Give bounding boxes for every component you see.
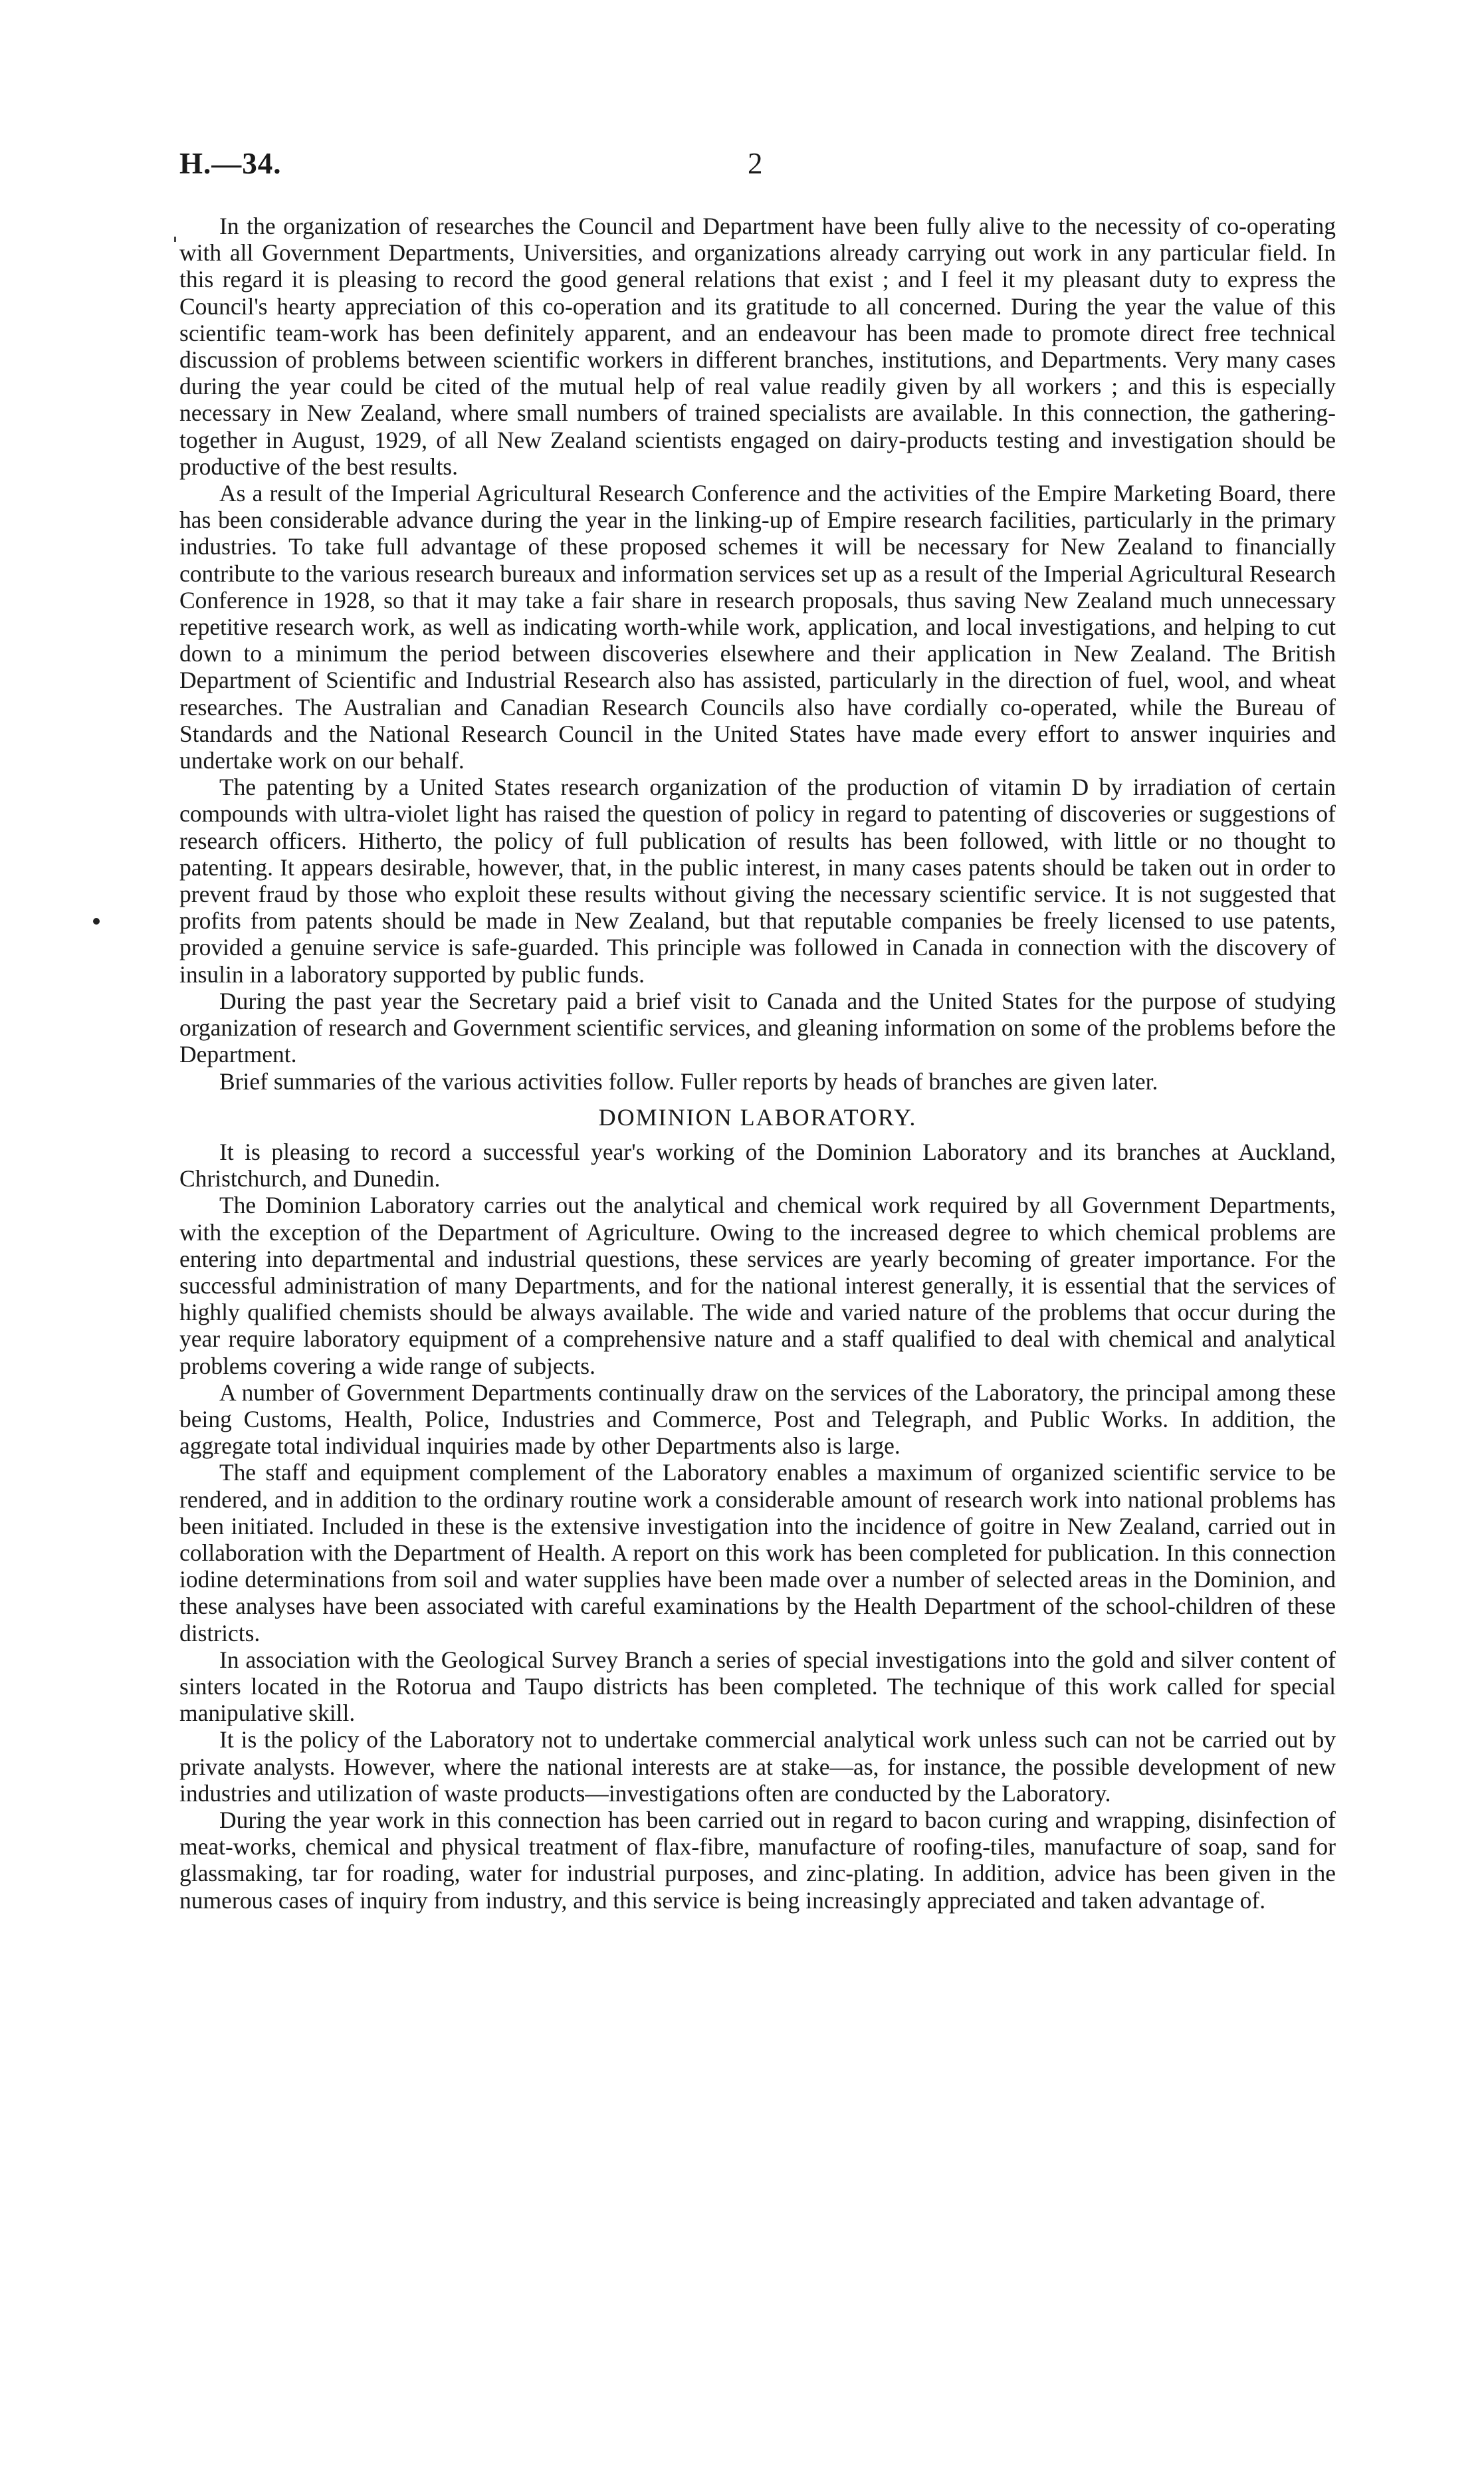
paragraph-successful-year: It is pleasing to record a successful year's working of the Dominion Laboratory and its branches at Auckland, Christchurch, and Dunedin.	[179, 1138, 1336, 1192]
paragraph-patenting: The patenting by a United States research organization of the production of vitamin D by irradiation of certain compounds with ultra-violet light has raised the question of policy in regard to patenting of discoveries or suggestions of research officers. Hitherto, the policy of full publication of results has been followed, with little or no thought to patenting. It appears desirable, however, that, in the public interest, in many cases patents should be taken out in order to prevent fraud by those who exploit these results without giving the necessary scientific service. It is not suggested that profits from patents should be made in New Zealand, but that reputable companies be freely licensed to use patents, provided a genuine service is safe-guarded. This principle was followed in Canada in connection with the discovery of insulin in a laboratory supported by public funds.	[179, 774, 1336, 988]
page-header	[179, 140, 1336, 193]
document-reference: H.—34.	[179, 147, 282, 180]
paragraph-commercial-policy: It is the policy of the Laboratory not to undertake commercial analytical work unless such can not be carried out by private analysts. However, where the national interests are at stake—as, for instance, the possible development of new industries and utilization of waste products—investigations often are conducted by the Laboratory.	[179, 1726, 1336, 1807]
section-heading-dominion-laboratory: DOMINION LABORATORY.	[598, 1103, 917, 1131]
paragraph-industrial-work: During the year work in this connection has been carried out in regard to bacon curing and wrapping, disinfection of meat-works, chemical and physical treatment of flax-fibre, manufacture of roofing-tiles, manufacture of soap, sand for glassmaking, tar for roading, water for industrial purposes, and zinc-plating. In addition, advice has been given in the numerous cases of inquiry from industry, and this service is being increasingly appreciated and taken advantage of.	[179, 1806, 1336, 1914]
paragraph-government-departments: A number of Government Departments continually draw on the services of the Laboratory, the principal among these being Customs, Health, Police, Industries and Commerce, Post and Telegraph, and Public Works. In addition, the aggregate total individual inquiries made by other Departments also is large.	[179, 1379, 1336, 1460]
paragraph-co-operation: In the organization of researches the Council and Department have been fully alive to the necessity of co-operating with all Government Departments, Universities, and organizations already carrying out work in any particular field. In this regard it is pleasing to record the good general relations that exist ; and I feel it my pleasant duty to express the Council's hearty appreciation of this co-operation and its gratitude to all concerned. During the year the value of this scientific team-work has been definitely apparent, and an endeavour has been made to promote direct free technical discussion of problems between scientific workers in different branches, institutions, and Departments. Very many cases during the year could be cited of the mutual help of real value readily given by all workers ; and this is especially necessary in New Zealand, where small numbers of trained specialists are available. In this connection, the gathering-together in August, 1929, of all New Zealand scientists engaged on dairy-products testing and investigation should be productive of the best results.	[179, 213, 1336, 480]
report-body	[179, 213, 1336, 1914]
paragraph-empire-research: As a result of the Imperial Agricultural Research Conference and the activities of the Empire Marketing Board, there has been considerable advance during the year in the linking-up of Empire research facilities, particularly in the primary industries. To take full advantage of these proposed schemes it will be necessary for New Zealand to financially contribute to the various research bureaux and information services set up as a result of the Imperial Agricultural Research Conference in 1928, so that it may take a fair share in research proposals, thus saving New Zealand much unnecessary repetitive research work, as well as indicating worth-while work, application, and local investigations, and helping to cut down to a minimum the period between discoveries elsewhere and their application in New Zealand. The British Department of Scientific and Industrial Research also has assisted, particularly in the direction of fuel, wool, and wheat researches. The Australian and Canadian Research Councils also have cordially co-operated, while the Bureau of Standards and the National Research Council in the United States have made every effort to answer inquiries and undertake work on our behalf.	[179, 480, 1336, 774]
margin-dot-mark	[93, 918, 100, 925]
paragraph-analytical-work: The Dominion Laboratory carries out the analytical and chemical work required by all Government Departments, with the exception of the Department of Agriculture. Owing to the increased degree to which chemical problems are entering into departmental and industrial questions, these services are yearly becoming of greater importance. For the successful administration of many Departments, and for the national interest generally, it is essential that the services of highly qualified chemists should be always available. The wide and varied nature of the problems that occur during the year require laboratory equipment of a comprehensive nature and a staff qualified to deal with chemical and analytical problems covering a wide range of subjects.	[179, 1192, 1336, 1379]
paragraph-geological-survey: In association with the Geological Survey Branch a series of special investigations into the gold and silver content of sinters located in the Rotorua and Taupo districts has been completed. The technique of this work called for special manipulative skill.	[179, 1646, 1336, 1727]
paragraph-staff-equipment: The staff and equipment complement of the Laboratory enables a maximum of organized scientific service to be rendered, and in addition to the ordinary routine work a considerable amount of research work into national problems has been initiated. Included in these is the extensive investigation into the incidence of goitre in New Zealand, carried out in collaboration with the Department of Health. A report on this work has been completed for publication. In this connection iodine determinations from soil and water supplies have been made over a number of selected areas in the Dominion, and these analyses have been associated with careful examinations by the Health Department of the school-children of these districts.	[179, 1459, 1336, 1646]
paragraph-summaries: Brief summaries of the various activities follow. Fuller reports by heads of branches are given later.	[219, 1067, 1158, 1095]
margin-tick-mark	[174, 237, 176, 242]
page-number: 2	[748, 147, 763, 180]
paragraph-secretary-visit: During the past year the Secretary paid a brief visit to Canada and the United States for the purpose of studying organization of research and Government scientific services, and gleaning information on some of the problems before the Department.	[179, 987, 1336, 1068]
